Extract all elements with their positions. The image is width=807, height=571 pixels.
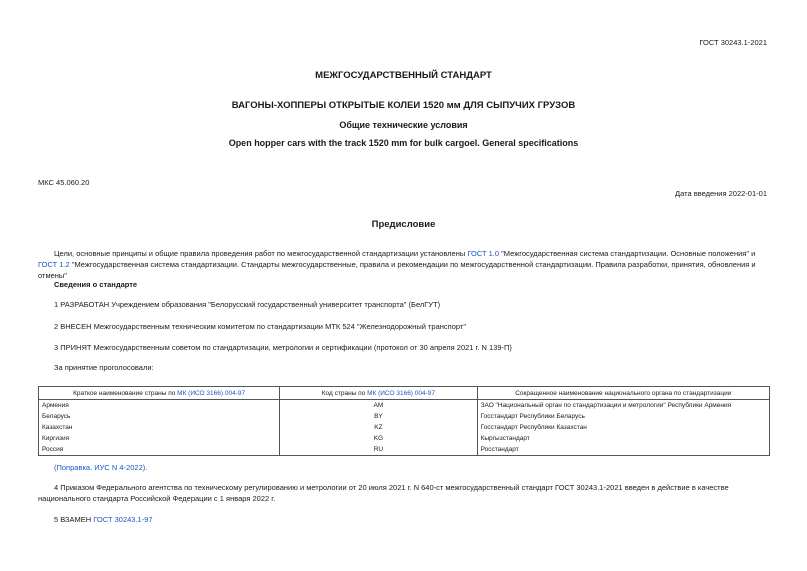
- amendment-link[interactable]: (Поправка. ИУС N 4-2022).: [54, 463, 148, 472]
- text: Цели, основные принципы и общие правила проведения работ по межгосударственной стандартизации установлены: [54, 249, 468, 258]
- country-cell: Киргизия: [39, 433, 280, 444]
- code-cell: BY: [280, 411, 477, 422]
- body-cell: ЗАО "Национальный орган по стандартизации и метрологии" Республики Армения: [477, 400, 769, 412]
- body-cell: Кыргызстандарт: [477, 433, 769, 444]
- body-cell: Росстандарт: [477, 444, 769, 456]
- body-cell: Госстандарт Республики Казахстан: [477, 422, 769, 433]
- mk-iso-link[interactable]: МК (ИСО 3166) 004-97: [367, 389, 436, 397]
- table-row: [39, 400, 770, 412]
- text: "Межгосударственная система стандартизации. Основные положения" и: [499, 249, 756, 258]
- code-cell: KG: [280, 433, 477, 444]
- country-cell: Казахстан: [39, 422, 280, 433]
- column-header-body: Сокращенное наименование национального органа по стандартизации: [477, 387, 769, 400]
- mk-iso-link[interactable]: МК (ИСО 3166) 004-97: [177, 389, 246, 397]
- table-row: [39, 411, 770, 422]
- document-title: ВАГОНЫ-ХОППЕРЫ ОТКРЫТЫЕ КОЛЕИ 1520 мм ДЛЯ СЫПУЧИХ ГРУЗОВ: [231, 100, 576, 111]
- text: Краткое наименование страны по: [73, 389, 178, 397]
- voted-label: За принятие проголосовали:: [54, 363, 154, 372]
- countries-table: [38, 386, 770, 456]
- preface-paragraph: [38, 248, 770, 281]
- table-row: [39, 444, 770, 456]
- item-replaces: [38, 514, 770, 525]
- code-cell: KZ: [280, 422, 477, 433]
- code-cell: RU: [280, 444, 477, 456]
- body-cell: Госстандарт Республики Беларусь: [477, 411, 769, 422]
- english-title: Open hopper cars with the track 1520 mm for bulk cargoel. General specifications: [228, 138, 579, 148]
- code-cell: AM: [280, 400, 477, 412]
- gost-1-2-link[interactable]: ГОСТ 1.2: [38, 260, 70, 269]
- item-developed: 1 РАЗРАБОТАН Учреждением образования "Белорусский государственный университет транспорта" (БелГУТ): [54, 300, 441, 309]
- text: Код страны по: [321, 389, 368, 397]
- column-header-country: [39, 387, 280, 400]
- text: 5 ВЗАМЕН: [54, 515, 94, 524]
- standard-info-heading: Сведения о стандарте: [54, 280, 138, 289]
- country-cell: Россия: [39, 444, 280, 456]
- amendment-note: [38, 462, 770, 473]
- country-cell: Беларусь: [39, 411, 280, 422]
- country-cell: Армения: [39, 400, 280, 412]
- table-row: [39, 422, 770, 433]
- table-row: [39, 433, 770, 444]
- document-subtitle: Общие технические условия: [339, 120, 468, 130]
- standard-type-heading: МЕЖГОСУДАРСТВЕННЫЙ СТАНДАРТ: [315, 70, 492, 81]
- intro-date: Дата введения 2022-01-01: [675, 189, 767, 198]
- document-code: ГОСТ 30243.1-2021: [699, 38, 767, 47]
- gost-1-0-link[interactable]: ГОСТ 1.0: [467, 249, 500, 258]
- item-enacted: 4 Приказом Федерального агентства по техническому регулированию и метрологии от 20 июля 2021 г. N 640-ст межгосударственный стандарт ГОСТ 30243.1-2021 введен в действие в качестве национального стандарта Российской Федерации с 1 января 2022 г.: [38, 483, 729, 503]
- text: "Межгосударственная система стандартизации. Стандарты межгосударственные, правила и рекомендации по межгосударственной стандартизации. Правила разработки, принятия, обновления и отмены": [38, 260, 756, 280]
- mks-code: МКС 45.060.20: [38, 178, 90, 187]
- table-header-row: [39, 387, 770, 400]
- column-header-code: [280, 387, 477, 400]
- gost-30243-1-97-link[interactable]: ГОСТ 30243.1-97: [93, 515, 153, 524]
- item-adopted: 3 ПРИНЯТ Межгосударственным советом по стандартизации, метрологии и сертификации (протокол от 30 апреля 2021 г. N 139-П): [54, 343, 512, 352]
- item-submitted: 2 ВНЕСЕН Межгосударственным техническим комитетом по стандартизации МТК 524 "Железнодорожный транспорт": [54, 322, 466, 331]
- preface-heading: Предисловие: [371, 219, 436, 230]
